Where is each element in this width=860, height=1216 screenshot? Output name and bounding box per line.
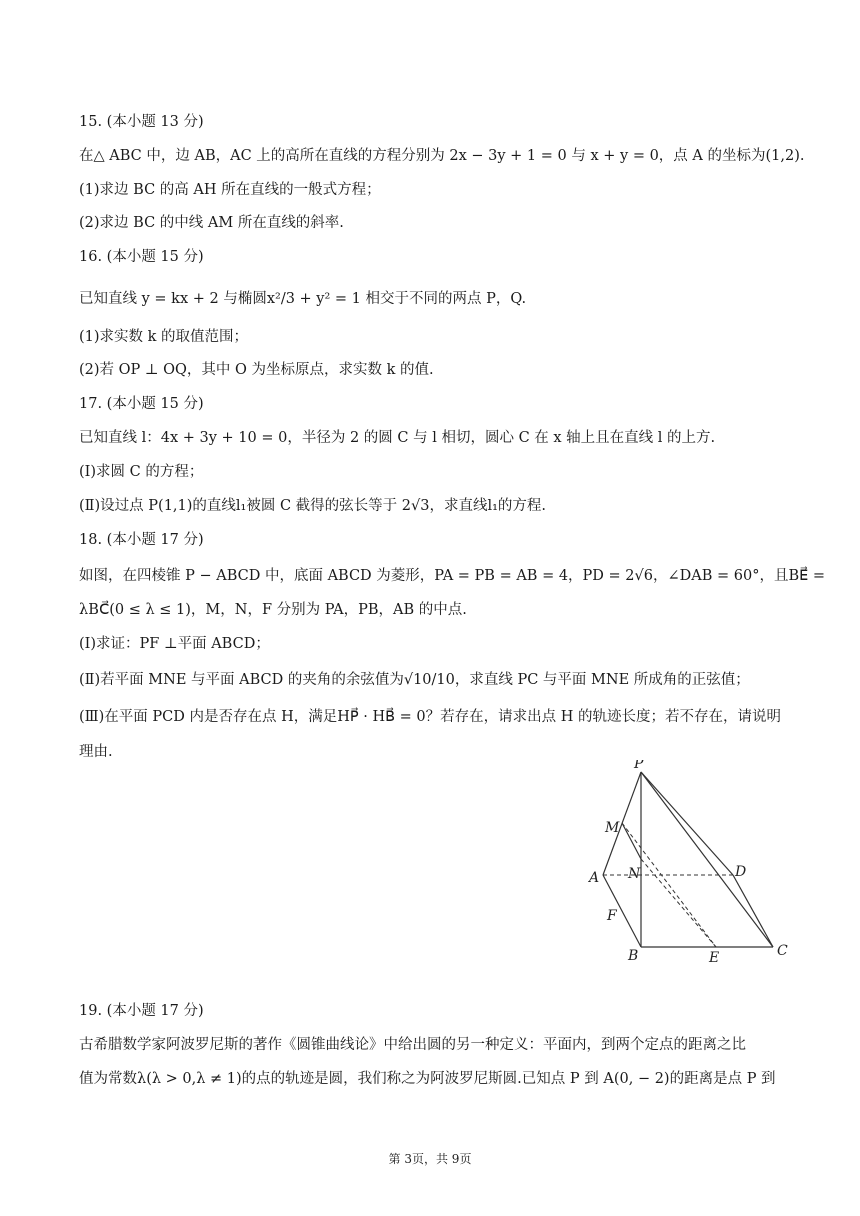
q16-stem: 已知直线 y = kx + 2 与椭圆x²/3 + y² = 1 相交于不同的两点 P，Q. (79, 291, 527, 307)
q19-stem-1: 古希腊数学家阿波罗尼斯的著作《圆锥曲线论》中给出圆的另一种定义：平面内，到两个定点的距离之比 (79, 1037, 746, 1053)
label-f: F (607, 908, 617, 924)
q17-part1: (Ⅰ)求圆 C 的方程； (79, 464, 204, 480)
q18-part1: (Ⅰ)求证：PF ⊥平面 ABCD； (79, 636, 270, 652)
q17-part2: (Ⅱ)设过点 P(1,1)的直线l₁被圆 C 截得的弦长等于 2√3，求直线l₁的方程. (79, 498, 547, 514)
label-e: E (709, 950, 720, 966)
pyramid-diagram (578, 760, 800, 970)
label-p: P (634, 760, 644, 772)
q18-part2: (Ⅱ)若平面 MNE 与平面 ABCD 的夹角的余弦值为√10/10，求直线 PC 与平面 MNE 所成角的正弦值； (79, 672, 750, 688)
page-footer: 第 3页，共 9页 (388, 1152, 472, 1166)
q18-heading: 18. (本小题 17 分) (79, 532, 204, 548)
q18-part3-2: 理由. (79, 744, 113, 760)
label-b: B (628, 948, 639, 964)
label-d: D (735, 864, 747, 880)
q17-heading: 17. (本小题 15 分) (79, 396, 204, 412)
q15-stem: 在△ ABC 中，边 AB，AC 上的高所在直线的方程分别为 2x − 3y + 1 = 0 与 x + y = 0，点 A 的坐标为(1,2). (79, 148, 805, 164)
q18-stem-2: λBC⃗(0 ≤ λ ≤ 1)，M，N，F 分别为 PA，PB，AB 的中点. (79, 602, 467, 618)
pyramid-figure (578, 760, 800, 970)
q16-heading: 16. (本小题 15 分) (79, 249, 204, 265)
label-m: M (605, 820, 620, 836)
q19-heading: 19. (本小题 17 分) (79, 1003, 204, 1019)
q15-part2: (2)求边 BC 的中线 AM 所在直线的斜率. (79, 215, 344, 231)
q15-part1: (1)求边 BC 的高 AH 所在直线的一般式方程； (79, 182, 381, 198)
q16-part1: (1)求实数 k 的取值范围； (79, 329, 249, 345)
q18-part3-1: (Ⅲ)在平面 PCD 内是否存在点 H，满足HP⃗ · HB⃗ = 0？若存在，请求出点 H 的轨迹长度；若不存在，请说明 (79, 709, 782, 725)
q18-stem-1: 如图，在四棱锥 P − ABCD 中，底面 ABCD 为菱形，PA = PB = AB = 4，PD = 2√6，∠DAB = 60°，且BE⃗ = (79, 568, 826, 584)
q17-stem: 已知直线 l：4x + 3y + 10 = 0，半径为 2 的圆 C 与 l 相切，圆心 C 在 x 轴上且在直线 l 的上方. (79, 430, 716, 446)
q19-stem-2: 值为常数λ(λ > 0,λ ≠ 1)的点的轨迹是圆，我们称之为阿波罗尼斯圆.已知点 P 到 A(0, − 2)的距离是点 P 到 (79, 1071, 776, 1087)
label-c: C (777, 943, 788, 959)
label-n: N (628, 866, 641, 882)
label-a: A (589, 870, 600, 886)
q16-part2: (2)若 OP ⊥ OQ，其中 O 为坐标原点，求实数 k 的值. (79, 362, 434, 378)
q15-heading: 15. (本小题 13 分) (79, 114, 204, 130)
